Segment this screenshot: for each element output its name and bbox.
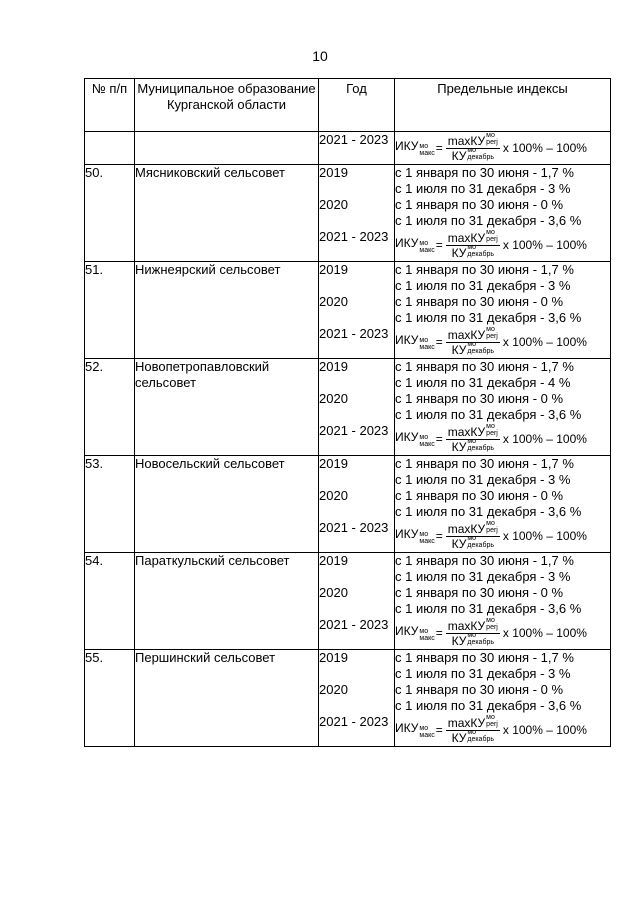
formula-den-main: КУ — [451, 633, 467, 648]
formula-base-sub: макс — [419, 246, 435, 254]
cell-index — [395, 359, 611, 456]
formula-equals: = — [435, 238, 443, 252]
formula-equals: = — [435, 141, 443, 155]
formula-denominator — [450, 146, 496, 163]
formula-den-sub: декабрь — [467, 735, 494, 743]
formula-tail: x 100% – 100% — [502, 723, 587, 737]
indices-table — [84, 78, 611, 747]
cell-index — [395, 553, 611, 650]
formula-num-sub: perj — [486, 720, 498, 728]
year-2020: 2020 — [319, 294, 348, 309]
formula-num-sub: perj — [486, 332, 498, 340]
formula-den-index — [467, 244, 494, 258]
year-2021-2023: 2021 - 2023 — [319, 326, 389, 341]
formula-num-index — [486, 229, 498, 243]
cell-index — [395, 262, 611, 359]
formula-base-sub: макс — [419, 634, 435, 642]
formula-lhs — [395, 526, 435, 547]
header-name: Муниципальное образование Курганской области — [135, 79, 319, 132]
year-2020: 2020 — [319, 391, 348, 406]
formula-num-index — [486, 423, 498, 437]
formula-den-main: КУ — [451, 148, 467, 163]
table-row — [85, 262, 611, 359]
period-2019-h1: с 1 января по 30 июня - 1,7 % — [395, 553, 574, 568]
formula-den-sup: мо — [467, 631, 477, 639]
formula-base: ИКУ — [395, 623, 419, 638]
cell-num — [85, 456, 135, 553]
formula-equals: = — [435, 529, 443, 543]
formula — [395, 617, 610, 649]
formula-denominator — [450, 631, 496, 648]
formula-base-sup: мо — [419, 627, 429, 635]
formula-base-sup: мо — [419, 724, 429, 732]
formula-den-sup: мо — [467, 534, 477, 542]
formula-equals: = — [435, 335, 443, 349]
row-number: 50. — [85, 165, 104, 180]
formula-base-index — [419, 240, 434, 254]
formula-num-main: maxКУ — [447, 327, 486, 342]
formula-num-index — [486, 714, 498, 728]
municipality-name: Першинский сельсовет — [135, 650, 276, 665]
table-row — [85, 553, 611, 650]
header-year: Год — [319, 79, 395, 132]
formula-fraction — [446, 713, 500, 745]
period-2020-h1: с 1 января по 30 июня - 0 % — [395, 294, 564, 309]
formula-num-index — [486, 617, 498, 631]
year-2019: 2019 — [319, 456, 348, 471]
formula-num-sub: perj — [486, 526, 498, 534]
formula-num-main: maxКУ — [447, 715, 486, 730]
year-2019: 2019 — [319, 359, 348, 374]
formula-num-sup: мо — [486, 131, 495, 139]
formula-num-sub: perj — [486, 623, 498, 631]
period-2019-h2: с 1 июля по 31 декабря - 3 % — [395, 181, 571, 196]
header-num: № п/п — [85, 79, 135, 132]
formula-tail: x 100% – 100% — [502, 529, 587, 543]
formula-lhs — [395, 332, 435, 353]
formula-den-sup: мо — [467, 243, 477, 251]
formula-denominator — [450, 340, 496, 357]
cell-name — [135, 650, 319, 747]
table-header-row — [85, 79, 611, 132]
period-2020-h2: с 1 июля по 31 декабря - 3,6 % — [395, 213, 582, 228]
formula-num-index — [486, 326, 498, 340]
formula-base-sup: мо — [419, 530, 429, 538]
formula-denominator — [450, 243, 496, 260]
cell-year — [319, 456, 395, 553]
formula-num-sup: мо — [486, 713, 495, 721]
formula-denominator — [450, 534, 496, 551]
table-row-continuation — [85, 132, 611, 165]
formula-den-index — [467, 438, 494, 452]
cell-index — [395, 650, 611, 747]
formula-base-index — [419, 337, 434, 351]
formula — [395, 714, 610, 746]
year-2021-2023: 2021 - 2023 — [319, 714, 389, 729]
formula-base-index — [419, 725, 434, 739]
formula-den-main: КУ — [451, 439, 467, 454]
row-number: 55. — [85, 650, 104, 665]
formula-num-main: maxКУ — [447, 230, 486, 245]
formula-base: ИКУ — [395, 138, 419, 153]
period-2020-h2: с 1 июля по 31 декабря - 3,6 % — [395, 504, 582, 519]
cell-index — [395, 132, 611, 165]
period-2019-h1: с 1 января по 30 июня - 1,7 % — [395, 359, 574, 374]
formula-num-sub: perj — [486, 235, 498, 243]
period-2020-h1: с 1 января по 30 июня - 0 % — [395, 197, 564, 212]
formula-denominator — [450, 437, 496, 454]
formula — [395, 229, 610, 261]
year-2020: 2020 — [319, 488, 348, 503]
formula-base-sub: макс — [419, 440, 435, 448]
formula-den-index — [467, 341, 494, 355]
formula-den-main: КУ — [451, 245, 467, 260]
cell-num — [85, 359, 135, 456]
period-2020-h1: с 1 января по 30 июня - 0 % — [395, 391, 564, 406]
year-2021-2023: 2021 - 2023 — [319, 229, 389, 244]
cell-year — [319, 262, 395, 359]
row-number: 53. — [85, 456, 104, 471]
period-2019-h1: с 1 января по 30 июня - 1,7 % — [395, 165, 574, 180]
period-2020-h1: с 1 января по 30 июня - 0 % — [395, 682, 564, 697]
formula-den-sub: декабрь — [467, 638, 494, 646]
period-2019-h1: с 1 января по 30 июня - 1,7 % — [395, 650, 574, 665]
formula-num-main: maxКУ — [447, 424, 486, 439]
year-2019: 2019 — [319, 262, 348, 277]
formula-tail: x 100% – 100% — [502, 335, 587, 349]
formula-lhs — [395, 138, 435, 159]
period-2019-h2: с 1 июля по 31 декабря - 3 % — [395, 569, 571, 584]
header-index: Предельные индексы — [395, 79, 611, 132]
formula-den-main: КУ — [451, 342, 467, 357]
cell-num — [85, 262, 135, 359]
formula-base: ИКУ — [395, 332, 419, 347]
formula-den-sup: мо — [467, 146, 477, 154]
period-2019-h1: с 1 января по 30 июня - 1,7 % — [395, 456, 574, 471]
formula-fraction — [446, 616, 500, 648]
page-number: 10 — [312, 48, 328, 64]
cell-num — [85, 165, 135, 262]
period-2020-h2: с 1 июля по 31 декабря - 3,6 % — [395, 698, 582, 713]
formula-den-sup: мо — [467, 437, 477, 445]
period-2020-h1: с 1 января по 30 июня - 0 % — [395, 585, 564, 600]
formula-base-sup: мо — [419, 336, 429, 344]
formula-base-index — [419, 434, 434, 448]
formula-den-sup: мо — [467, 340, 477, 348]
row-number: 51. — [85, 262, 104, 277]
formula-num-sup: мо — [486, 422, 495, 430]
period-2019-h2: с 1 июля по 31 декабря - 3 % — [395, 666, 571, 681]
formula — [395, 423, 610, 455]
year-2019: 2019 — [319, 553, 348, 568]
period-2019-h2: с 1 июля по 31 декабря - 3 % — [395, 472, 571, 487]
year-2020: 2020 — [319, 682, 348, 697]
formula-den-sub: декабрь — [467, 153, 494, 161]
period-2019-h2: с 1 июля по 31 декабря - 3 % — [395, 278, 571, 293]
year-2020: 2020 — [319, 197, 348, 212]
formula-num-index — [486, 520, 498, 534]
formula-fraction — [446, 422, 500, 454]
formula-denominator — [450, 728, 496, 745]
formula-base: ИКУ — [395, 235, 419, 250]
cell-name — [135, 359, 319, 456]
formula-lhs — [395, 720, 435, 741]
row-number: 54. — [85, 553, 104, 568]
municipality-name: Нижнеярский сельсовет — [135, 262, 281, 277]
period-2020-h2: с 1 июля по 31 декабря - 3,6 % — [395, 310, 582, 325]
formula-base-sub: макс — [419, 343, 435, 351]
formula-tail: x 100% – 100% — [502, 432, 587, 446]
formula-num-sup: мо — [486, 616, 495, 624]
formula-den-main: КУ — [451, 730, 467, 745]
cell-num — [85, 132, 135, 165]
formula-base-index — [419, 628, 434, 642]
cell-index — [395, 165, 611, 262]
cell-name — [135, 456, 319, 553]
formula-den-index — [467, 729, 494, 743]
cell-index — [395, 456, 611, 553]
formula-num-sup: мо — [486, 519, 495, 527]
formula — [395, 326, 610, 358]
formula-base-sub: макс — [419, 537, 435, 545]
formula-base-sub: макс — [419, 731, 435, 739]
municipality-name: Параткульский сельсовет — [135, 553, 290, 568]
period-2019-h1: с 1 января по 30 июня - 1,7 % — [395, 262, 574, 277]
formula-lhs — [395, 429, 435, 450]
cell-num — [85, 553, 135, 650]
formula-base-sup: мо — [419, 142, 429, 150]
period-2020-h2: с 1 июля по 31 декабря - 3,6 % — [395, 407, 582, 422]
cell-name — [135, 262, 319, 359]
formula-den-sup: мо — [467, 728, 477, 736]
formula-fraction — [446, 519, 500, 551]
formula — [395, 520, 610, 552]
formula-den-main: КУ — [451, 536, 467, 551]
formula-num-index — [486, 132, 498, 146]
formula-num-sup: мо — [486, 228, 495, 236]
formula-num-main: maxКУ — [447, 618, 486, 633]
formula-base: ИКУ — [395, 720, 419, 735]
municipality-name: Мясниковский сельсовет — [135, 165, 286, 180]
formula-lhs — [395, 235, 435, 256]
formula-equals: = — [435, 626, 443, 640]
year-2021-2023: 2021 - 2023 — [319, 132, 389, 147]
formula-equals: = — [435, 723, 443, 737]
year-2019: 2019 — [319, 165, 348, 180]
formula — [395, 132, 610, 164]
year-2021-2023: 2021 - 2023 — [319, 617, 389, 632]
formula-base-sub: макс — [419, 149, 435, 157]
formula-den-index — [467, 632, 494, 646]
formula-fraction — [446, 325, 500, 357]
cell-name — [135, 132, 319, 165]
table-row — [85, 165, 611, 262]
formula-tail: x 100% – 100% — [502, 238, 587, 252]
formula-den-index — [467, 535, 494, 549]
formula-tail: x 100% – 100% — [502, 626, 587, 640]
formula-den-sub: декабрь — [467, 541, 494, 549]
formula-base-index — [419, 143, 434, 157]
cell-year — [319, 359, 395, 456]
formula-num-sub: perj — [486, 138, 498, 146]
formula-base: ИКУ — [395, 526, 419, 541]
formula-base-index — [419, 531, 434, 545]
formula-base: ИКУ — [395, 429, 419, 444]
formula-num-sup: мо — [486, 325, 495, 333]
formula-num-main: maxКУ — [447, 521, 486, 536]
municipality-name: Новосельский сельсовет — [135, 456, 285, 471]
cell-year — [319, 650, 395, 747]
row-number: 52. — [85, 359, 104, 374]
formula-num-main: maxКУ — [447, 133, 486, 148]
cell-year — [319, 132, 395, 165]
municipality-name: Новопетропавловский сельсовет — [135, 359, 270, 390]
table-row — [85, 456, 611, 553]
formula-equals: = — [435, 432, 443, 446]
year-2021-2023: 2021 - 2023 — [319, 520, 389, 535]
formula-num-sub: perj — [486, 429, 498, 437]
period-2019-h2: с 1 июля по 31 декабря - 4 % — [395, 375, 571, 390]
year-2019: 2019 — [319, 650, 348, 665]
formula-base-sup: мо — [419, 239, 429, 247]
cell-name — [135, 165, 319, 262]
period-2020-h2: с 1 июля по 31 декабря - 3,6 % — [395, 601, 582, 616]
table-row — [85, 359, 611, 456]
formula-lhs — [395, 623, 435, 644]
table-row — [85, 650, 611, 747]
formula-tail: x 100% – 100% — [502, 141, 587, 155]
cell-num — [85, 650, 135, 747]
formula-den-index — [467, 147, 494, 161]
formula-fraction — [446, 131, 500, 163]
formula-fraction — [446, 228, 500, 260]
formula-den-sub: декабрь — [467, 444, 494, 452]
formula-base-sup: мо — [419, 433, 429, 441]
formula-den-sub: декабрь — [467, 250, 494, 258]
cell-name — [135, 553, 319, 650]
year-2021-2023: 2021 - 2023 — [319, 423, 389, 438]
cell-year — [319, 553, 395, 650]
formula-den-sub: декабрь — [467, 347, 494, 355]
period-2020-h1: с 1 января по 30 июня - 0 % — [395, 488, 564, 503]
year-2020: 2020 — [319, 585, 348, 600]
cell-year — [319, 165, 395, 262]
